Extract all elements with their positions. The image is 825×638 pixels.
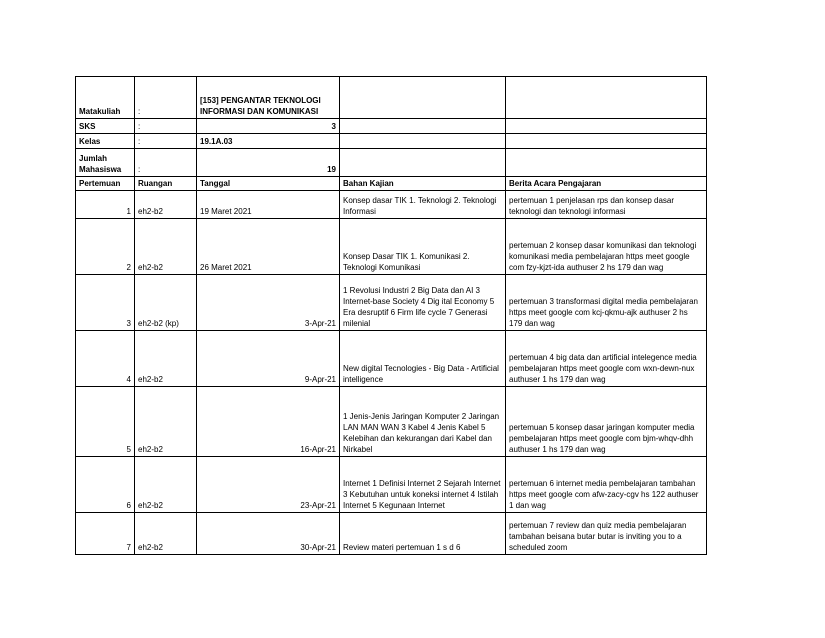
pertemuan-cell: 2 <box>76 219 135 275</box>
pertemuan-cell: 7 <box>76 513 135 555</box>
empty-cell <box>340 77 506 119</box>
empty-cell <box>506 134 707 149</box>
berita-acara-cell: pertemuan 1 penjelasan rps dan konsep dasar teknologi dan teknologi informasi <box>506 191 707 219</box>
bahan-kajian-cell: Konsep Dasar TIK 1. Komunikasi 2. Teknologi Komunikasi <box>340 219 506 275</box>
bahan-kajian-cell: 1 Jenis-Jenis Jaringan Komputer 2 Jaringan LAN MAN WAN 3 Kabel 4 Jenis Kabel 5 Kelebihan dan kekurangan dari Kabel dan Nirkabel <box>340 387 506 457</box>
berita-acara-cell: pertemuan 6 internet media pembelajaran tambahan https meet google com afw-zacy-cgv hs 122 authuser 1 dan wag <box>506 457 707 513</box>
info-row-kelas <box>76 134 707 149</box>
jumlah-mahasiswa-label: Jumlah Mahasiswa <box>76 149 135 177</box>
table-row <box>76 219 707 275</box>
table-row <box>76 275 707 331</box>
info-row-matakuliah <box>76 77 707 119</box>
tanggal-cell: 3-Apr-21 <box>197 275 340 331</box>
pertemuan-cell: 5 <box>76 387 135 457</box>
pertemuan-cell: 6 <box>76 457 135 513</box>
matakuliah-label: Matakuliah <box>76 77 135 119</box>
tanggal-cell: 26 Maret 2021 <box>197 219 340 275</box>
empty-cell <box>340 134 506 149</box>
bahan-kajian-cell: Konsep dasar TIK 1. Teknologi 2. Teknologi Informasi <box>340 191 506 219</box>
pertemuan-cell: 3 <box>76 275 135 331</box>
berita-acara-cell: pertemuan 2 konsep dasar komunikasi dan teknologi komunikasi media pembelajaran https meet google com fzy-kjzt-ida authuser 2 hs 179 dan wag <box>506 219 707 275</box>
attendance-table <box>75 76 707 555</box>
kelas-value: 19.1A.03 <box>197 134 340 149</box>
table-row <box>76 387 707 457</box>
sks-value: 3 <box>197 119 340 134</box>
berita-acara-cell: pertemuan 4 big data dan artificial intelegence media pembelajaran https meet google com wxn-dewn-nux authuser 1 hs 179 dan wag <box>506 331 707 387</box>
ruangan-cell: eh2-b2 <box>135 331 197 387</box>
ruangan-cell: eh2-b2 <box>135 513 197 555</box>
column-header-berita-acara: Berita Acara Pengajaran <box>506 177 707 191</box>
column-header-ruangan: Ruangan <box>135 177 197 191</box>
tanggal-cell: 30-Apr-21 <box>197 513 340 555</box>
bahan-kajian-cell: New digital Tecnologies - Big Data - Artificial intelligence <box>340 331 506 387</box>
bahan-kajian-cell: Internet 1 Definisi Internet 2 Sejarah Internet 3 Kebutuhan untuk koneksi internet 4 Istilah Internet 5 Kegunaan Internet <box>340 457 506 513</box>
matakuliah-value: [153] PENGANTAR TEKNOLOGI INFORMASI DAN KOMUNIKASI <box>197 77 340 119</box>
pertemuan-cell: 1 <box>76 191 135 219</box>
info-row-jumlah-mahasiswa <box>76 149 707 177</box>
empty-cell <box>340 149 506 177</box>
info-row-sks <box>76 119 707 134</box>
column-header-row <box>76 177 707 191</box>
empty-cell <box>506 77 707 119</box>
tanggal-cell: 19 Maret 2021 <box>197 191 340 219</box>
sks-label: SKS <box>76 119 135 134</box>
matakuliah-separator: : <box>135 77 197 119</box>
berita-acara-cell: pertemuan 3 transformasi digital media pembelajaran https meet google com kcj-qkmu-ajk authuser 2 hs 179 dan wag <box>506 275 707 331</box>
table-row <box>76 331 707 387</box>
column-header-tanggal: Tanggal <box>197 177 340 191</box>
jumlah-mahasiswa-value: 19 <box>197 149 340 177</box>
column-header-bahan-kajian: Bahan Kajian <box>340 177 506 191</box>
sks-separator: : <box>135 119 197 134</box>
column-header-pertemuan: Pertemuan <box>76 177 135 191</box>
ruangan-cell: eh2-b2 <box>135 191 197 219</box>
berita-acara-cell: pertemuan 7 review dan quiz media pembelajaran tambahan beisana butar butar is inviting you to a scheduled zoom <box>506 513 707 555</box>
ruangan-cell: eh2-b2 <box>135 457 197 513</box>
tanggal-cell: 16-Apr-21 <box>197 387 340 457</box>
pertemuan-cell: 4 <box>76 331 135 387</box>
jumlah-mahasiswa-separator: : <box>135 149 197 177</box>
table-row <box>76 457 707 513</box>
ruangan-cell: eh2-b2 (kp) <box>135 275 197 331</box>
ruangan-cell: eh2-b2 <box>135 387 197 457</box>
table-row <box>76 513 707 555</box>
bahan-kajian-cell: Review materi pertemuan 1 s d 6 <box>340 513 506 555</box>
bahan-kajian-cell: 1 Revolusi Industri 2 Big Data dan AI 3 Internet-base Society 4 Dig ital Economy 5 Era desruptif 6 Firm life cycle 7 Generasi milenial <box>340 275 506 331</box>
table-row <box>76 191 707 219</box>
empty-cell <box>340 119 506 134</box>
tanggal-cell: 23-Apr-21 <box>197 457 340 513</box>
berita-acara-cell: pertemuan 5 konsep dasar jaringan komputer media pembelajaran https meet google com bjm-whqv-dhh authuser 1 hs 179 dan wag <box>506 387 707 457</box>
tanggal-cell: 9-Apr-21 <box>197 331 340 387</box>
empty-cell <box>506 149 707 177</box>
empty-cell <box>506 119 707 134</box>
ruangan-cell: eh2-b2 <box>135 219 197 275</box>
kelas-separator: : <box>135 134 197 149</box>
kelas-label: Kelas <box>76 134 135 149</box>
